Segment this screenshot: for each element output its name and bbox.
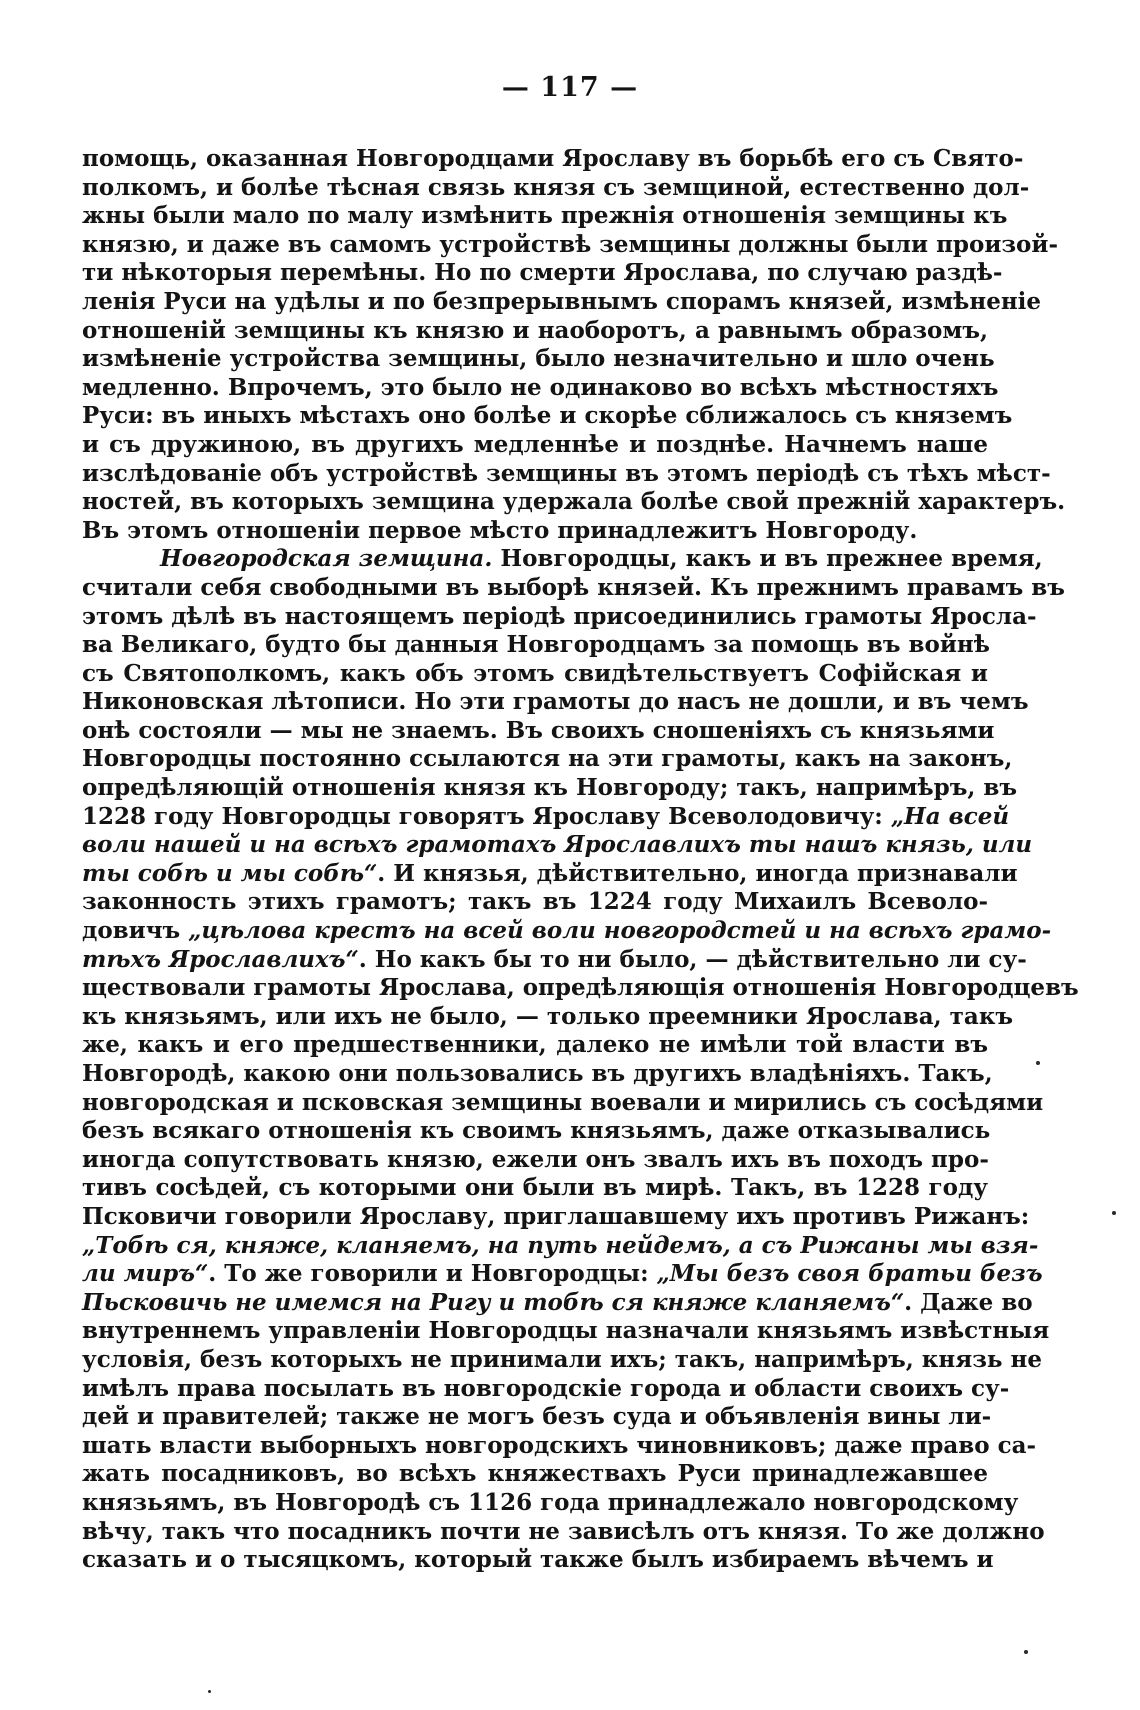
quotation: „цѣлова крестъ на всей воли новгородстей и на всѣхъ грамо- — [188, 917, 1052, 945]
text-line: этомъ дѣлѣ въ настоящемъ періодѣ присоединились грамоты Яросла- — [82, 602, 1037, 630]
quotation: „На всей — [890, 802, 1010, 830]
quotation: ли миръ“ — [82, 1260, 209, 1288]
quotation: тѣхъ Ярославлихъ“ — [82, 945, 359, 973]
text-line: ты собѣ и мы собѣ“. И князья, дѣйствительно, иногда признавали — [82, 859, 1018, 887]
text-line: 1228 году Новгородцы говорятъ Ярославу Всеволодовичу: „На всей — [82, 802, 1010, 830]
quotation: „Мы безъ своя братьи безъ — [656, 1260, 1043, 1288]
text-line: же, какъ и его предшественники, далеко не имѣли той власти въ — [82, 1031, 988, 1059]
text-line: ли миръ“. То же говорили и Новгородцы: „Мы безъ своя братьи безъ — [82, 1260, 1043, 1288]
text-line: условія, безъ которыхъ не принимали ихъ; такъ, напримѣръ, князь не — [82, 1345, 1043, 1373]
text-line: и съ дружиною, въ другихъ медленнѣе и позднѣе. Начнемъ наше — [82, 430, 988, 458]
text-line: жать посадниковъ, во всѣхъ княжествахъ Руси принадлежавшее — [82, 1460, 988, 1488]
text-line: Въ этомъ отношеніи первое мѣсто принадлежитъ Новгороду. — [82, 516, 918, 544]
text-line: внутреннемъ управленіи Новгородцы назначали князьямъ извѣстныя — [82, 1317, 1050, 1345]
text-line: изслѣдованіе объ устройствѣ земщины въ этомъ періодѣ съ тѣхъ мѣст- — [82, 459, 1051, 487]
text-line: ществовали грамоты Ярослава, опредѣляющія отношенія Новгородцевъ — [82, 974, 1079, 1002]
text-line: Пьсковичь не имемся на Ригу и тобѣ ся княже кланяемъ“. Даже во — [82, 1288, 1033, 1316]
text-line: иногда сопутствовать князю, ежели онъ звалъ ихъ въ походъ про- — [82, 1145, 989, 1173]
text-line: онѣ состояли — мы не знаемъ. Въ своихъ сношеніяхъ съ князьями — [82, 716, 995, 744]
quotation: ты собѣ и мы собѣ“ — [82, 859, 378, 887]
text-line: ва Великаго, будто бы данныя Новгородцамъ за помощь въ войнѣ — [82, 631, 990, 659]
scan-speck — [1112, 1211, 1116, 1215]
text-line: законность этихъ грамотъ; такъ въ 1224 году Михаилъ Всеволо- — [82, 888, 988, 916]
text-line: жны были мало по малу измѣнить прежнія отношенія земщины къ — [82, 202, 1008, 230]
text-line: Новгородцы постоянно ссылаются на эти грамоты, какъ на законъ, — [82, 745, 1013, 773]
text-line: Псковичи говорили Ярославу, приглашавшему ихъ противъ Рижанъ: — [82, 1202, 1030, 1230]
text-line: довичъ „цѣлова крестъ на всей воли новгородстей и на всѣхъ грамо- — [82, 917, 1052, 945]
quotation: воли нашей и на всѣхъ грамотахъ Ярославлихъ ты нашъ князь, или — [82, 831, 1033, 859]
text-line: дей и правителей; также не могъ безъ суда и объявленія вины ли- — [82, 1403, 992, 1431]
text-line: считали себя свободными въ выборѣ князей. Къ прежнимъ правамъ въ — [82, 573, 1065, 601]
text-line: ти нѣкоторыя перемѣны. Но по смерти Ярослава, по случаю раздѣ- — [82, 259, 1003, 287]
page-number: — 117 — — [501, 72, 639, 103]
scan-speck — [1024, 1650, 1028, 1654]
text-line — [82, 1231, 1039, 1261]
scan-speck — [1036, 1061, 1040, 1065]
text-line: къ князьямъ, или ихъ не было, — только преемники Ярослава, такъ — [82, 1002, 1014, 1030]
text-line: медленно. Впрочемъ, это было не одинаково во всѣхъ мѣстностяхъ — [82, 373, 999, 401]
text-line: имѣлъ права посылать въ новгородскіе города и области своихъ су- — [82, 1374, 1010, 1402]
text-line: шать власти выборныхъ новгородскихъ чиновниковъ; даже право са- — [82, 1431, 1037, 1459]
text-line: помощь, оказанная Новгородцами Ярославу въ борьбѣ его съ Свято- — [82, 145, 1024, 172]
scan-speck — [208, 1690, 211, 1693]
text-line: Никоновская лѣтописи. Но эти грамоты до насъ не дошли, и въ чемъ — [82, 688, 1029, 716]
quotation: „Тобѣ ся, княже, кланяемъ, на путь нейдемъ, а съ Рижаны мы взя- — [82, 1231, 1039, 1259]
text-line: ностей, въ которыхъ земщина удержала болѣе свой прежній характеръ. — [82, 488, 1066, 516]
text-line: новгородская и псковская земщины воевали и мирились съ сосѣдями — [82, 1088, 1044, 1116]
text-line: ленія Руси на удѣлы и по безпрерывнымъ спорамъ князей, измѣненіе — [82, 287, 1042, 315]
body-text — [82, 145, 1079, 1575]
text-line — [82, 831, 1033, 860]
text-line: Руси: въ иныхъ мѣстахъ оно болѣе и скорѣе сближалось съ княземъ — [82, 402, 1013, 430]
text-line: безъ всякаго отношенія къ своимъ князьямъ, даже отказывались — [82, 1117, 991, 1145]
text-line: Новгородѣ, какою они пользовались въ другихъ владѣніяхъ. Такъ, — [82, 1060, 993, 1087]
text-line: князьямъ, въ Новгородѣ съ 1126 года принадлежало новгородскому — [82, 1488, 1019, 1516]
quotation: Пьсковичь не имемся на Ригу и тобѣ ся княже кланяемъ“ — [82, 1288, 905, 1316]
text-line: сказать и о тысяцкомъ, который также былъ избираемъ вѣчемъ и — [82, 1546, 994, 1574]
text-line: измѣненіе устройства земщины, было незначительно и шло очень — [82, 345, 995, 373]
text-line: отношеній земщины къ князю и наоборотъ, а равнымъ образомъ, — [82, 316, 988, 344]
text-line: тивъ сосѣдей, съ которыми они были въ мирѣ. Такъ, въ 1228 году — [82, 1174, 988, 1202]
text-line: тѣхъ Ярославлихъ“. Но какъ бы то ни было, — дѣйствительно ли су- — [82, 945, 1027, 973]
text-line: вѣчу, такъ что посадникъ почти не зависѣлъ отъ князя. То же должно — [82, 1517, 1045, 1545]
section-heading: Новгородская земщина. — [160, 545, 493, 573]
section-heading-line: Новгородская земщина. Новгородцы, какъ и въ прежнее время, — [160, 545, 1043, 573]
text-line: опредѣляющій отношенія князя къ Новгороду; такъ, напримѣръ, въ — [82, 774, 1018, 802]
text-line: полкомъ, и болѣе тѣсная связь князя съ земщиной, естественно дол- — [82, 173, 1030, 201]
text-line: съ Святополкомъ, какъ объ этомъ свидѣтельствуетъ Софійская и — [82, 659, 988, 687]
text-line: князю, и даже въ самомъ устройствѣ земщины должны были произой- — [82, 230, 1059, 258]
